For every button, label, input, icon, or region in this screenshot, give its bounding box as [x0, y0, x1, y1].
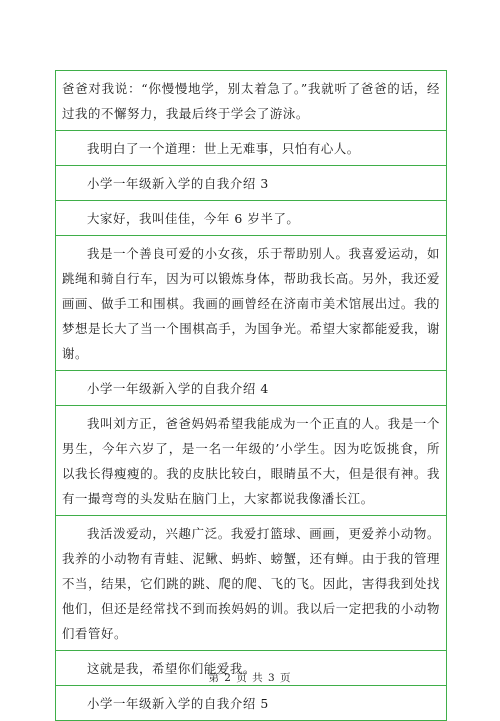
paragraph-row: 我是一个善良可爱的小女孩，乐于帮助别人。我喜爱运动，如跳绳和骑自行车，因为可以锻炼身体，帮助我长高。另外，我还爱画画、做手工和围棋。我画的画曾经在济南市美术馆展出过。我的梦想是长大了当一个围棋高手，为国争光。希望大家都能爱我，谢谢。 [56, 236, 446, 371]
paragraph-row: 爸爸对我说：“你慢慢地学，别太着急了。”我就听了爸爸的话，经过我的不懈努力，我最后终于学会了游泳。 [56, 71, 446, 131]
section-heading: 小学一年级新入学的自我介绍 5 [56, 686, 446, 721]
paragraph-row: 这就是我，希望你们能爱我。 [56, 651, 446, 686]
paragraph-row: 我明白了一个道理：世上无难事，只怕有心人。 [56, 131, 446, 166]
section-heading: 小学一年级新入学的自我介绍 4 [56, 371, 446, 406]
document-table [55, 70, 447, 721]
page-number: 第 2 页 共 3 页 [208, 672, 292, 684]
paragraph-row: 大家好，我叫佳佳，今年 6 岁半了。 [56, 201, 446, 236]
section-heading: 小学一年级新入学的自我介绍 3 [56, 166, 446, 201]
paragraph-row: 我活泼爱动，兴趣广泛。我爱打篮球、画画，更爱养小动物。我养的小动物有青蛙、泥鳅、蚂蚱、螃蟹，还有蝉。由于我的管理不当，结果，它们跳的跳、爬的爬、飞的飞。因此，害得我到处找他们，但还是经常找不到而挨妈妈的训。我以后一定把我的小动物们看管好。 [56, 516, 446, 651]
paragraph-row: 我叫刘方正，爸爸妈妈希望我能成为一个正直的人。我是一个男生，今年六岁了，是一名一年级的’小学生。因为吃饭挑食，所以我长得瘦瘦的。我的皮肤比较白，眼睛虽不大，但是很有神。我有一撮弯弯的头发贴在脑门上，大家都说我像潘长江。 [56, 406, 446, 516]
